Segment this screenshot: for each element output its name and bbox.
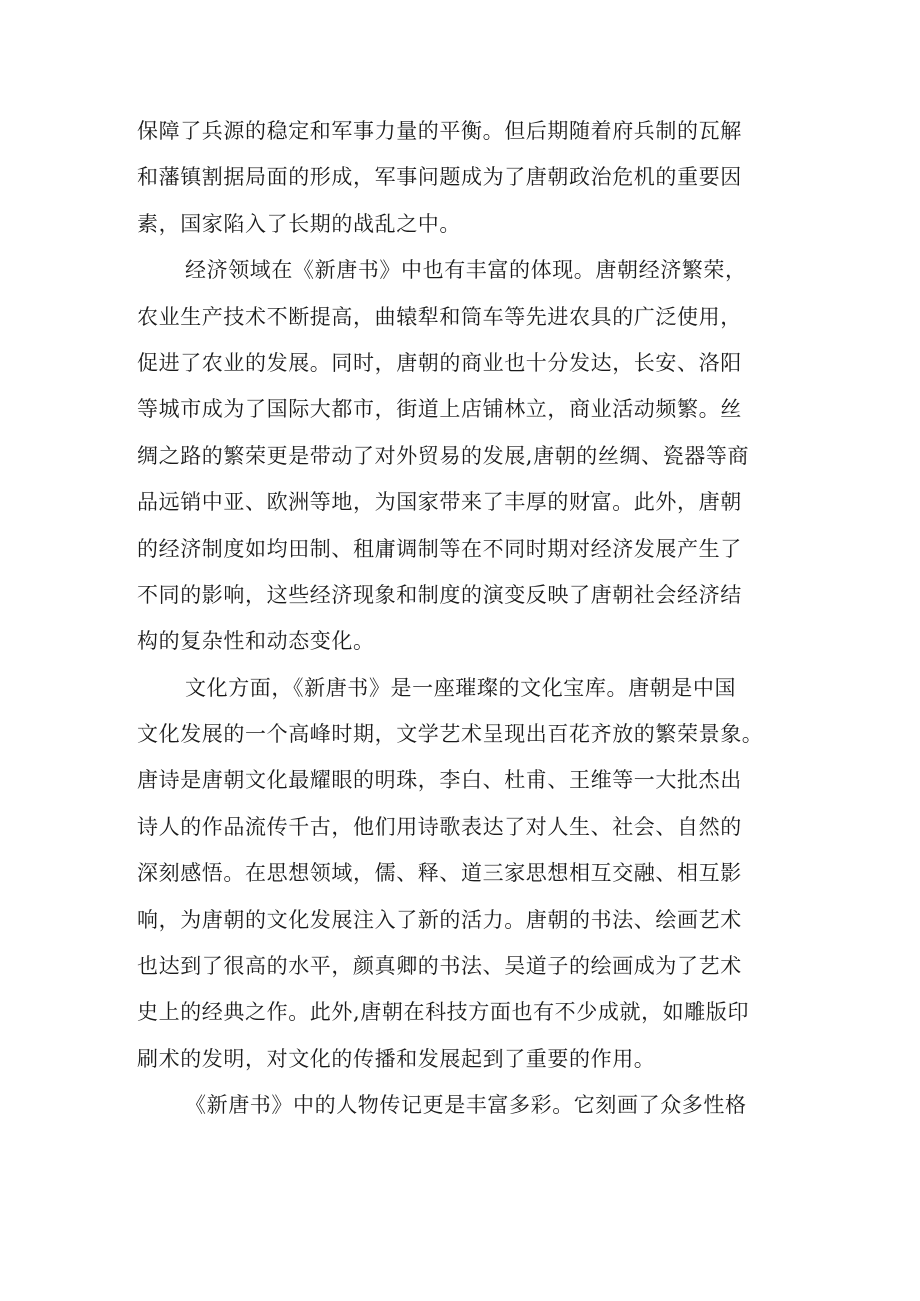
text-line: 促进了农业的发展。同时，唐朝的商业也十分发达，长安、洛阳 <box>137 350 742 375</box>
text-line: 绸之路的繁荣更是带动了对外贸易的发展,唐朝的丝绸、瓷器等商 <box>137 443 750 468</box>
text-line: 深刻感悟。在思想领域，儒、释、道三家思想相互交融、相互影 <box>137 861 742 886</box>
text-line: 构的复杂性和动态变化。 <box>137 629 375 654</box>
paragraph-first-line: 《新唐书》中的人物传记更是丰富多彩。它刻画了众多性格 <box>185 1093 747 1118</box>
body-text <box>137 108 797 1129</box>
text-line: 诗人的作品流传千古，他们用诗歌表达了对人生、社会、自然的 <box>137 814 742 839</box>
text-line: 品远销中亚、欧洲等地，为国家带来了丰厚的财富。此外，唐朝 <box>137 490 742 515</box>
text-line: 农业生产技术不断提高，曲辕犁和筒车等先进农具的广泛使用， <box>137 304 742 329</box>
paragraph-first-line: 经济领域在《新唐书》中也有丰富的体现。唐朝经济繁荣， <box>185 258 747 283</box>
paragraph-first-line: 文化方面，《新唐书》是一座璀璨的文化宝库。唐朝是中国 <box>185 675 737 700</box>
text-line: 和藩镇割据局面的形成，军事问题成为了唐朝政治危机的重要因 <box>137 165 742 190</box>
text-line: 刷术的发明，对文化的传播和发展起到了重要的作用。 <box>137 1046 656 1071</box>
text-line: 等城市成为了国际大都市，街道上店铺林立，商业活动频繁。丝 <box>137 397 742 422</box>
text-line: 保障了兵源的稳定和军事力量的平衡。但后期随着府兵制的瓦解 <box>137 119 742 143</box>
text-line: 史上的经典之作。此外,唐朝在科技方面也有不少成就，如雕版印 <box>137 1000 750 1025</box>
text-line: 文化发展的一个高峰时期，文学艺术呈现出百花齐放的繁荣景象。 <box>137 722 764 747</box>
text-line: 响，为唐朝的文化发展注入了新的活力。唐朝的书法、绘画艺术 <box>137 907 742 932</box>
text-line: 唐诗是唐朝文化最耀眼的明珠，李白、杜甫、王维等一大批杰出 <box>137 768 742 793</box>
text-line: 素，国家陷入了长期的战乱之中。 <box>137 211 461 236</box>
text-line: 不同的影响，这些经济现象和制度的演变反映了唐朝社会经济结 <box>137 582 742 607</box>
text-line: 的经济制度如均田制、租庸调制等在不同时期对经济发展产生了 <box>137 536 742 561</box>
text-line: 也达到了很高的水平，颜真卿的书法、吴道子的绘画成为了艺术 <box>137 954 742 979</box>
